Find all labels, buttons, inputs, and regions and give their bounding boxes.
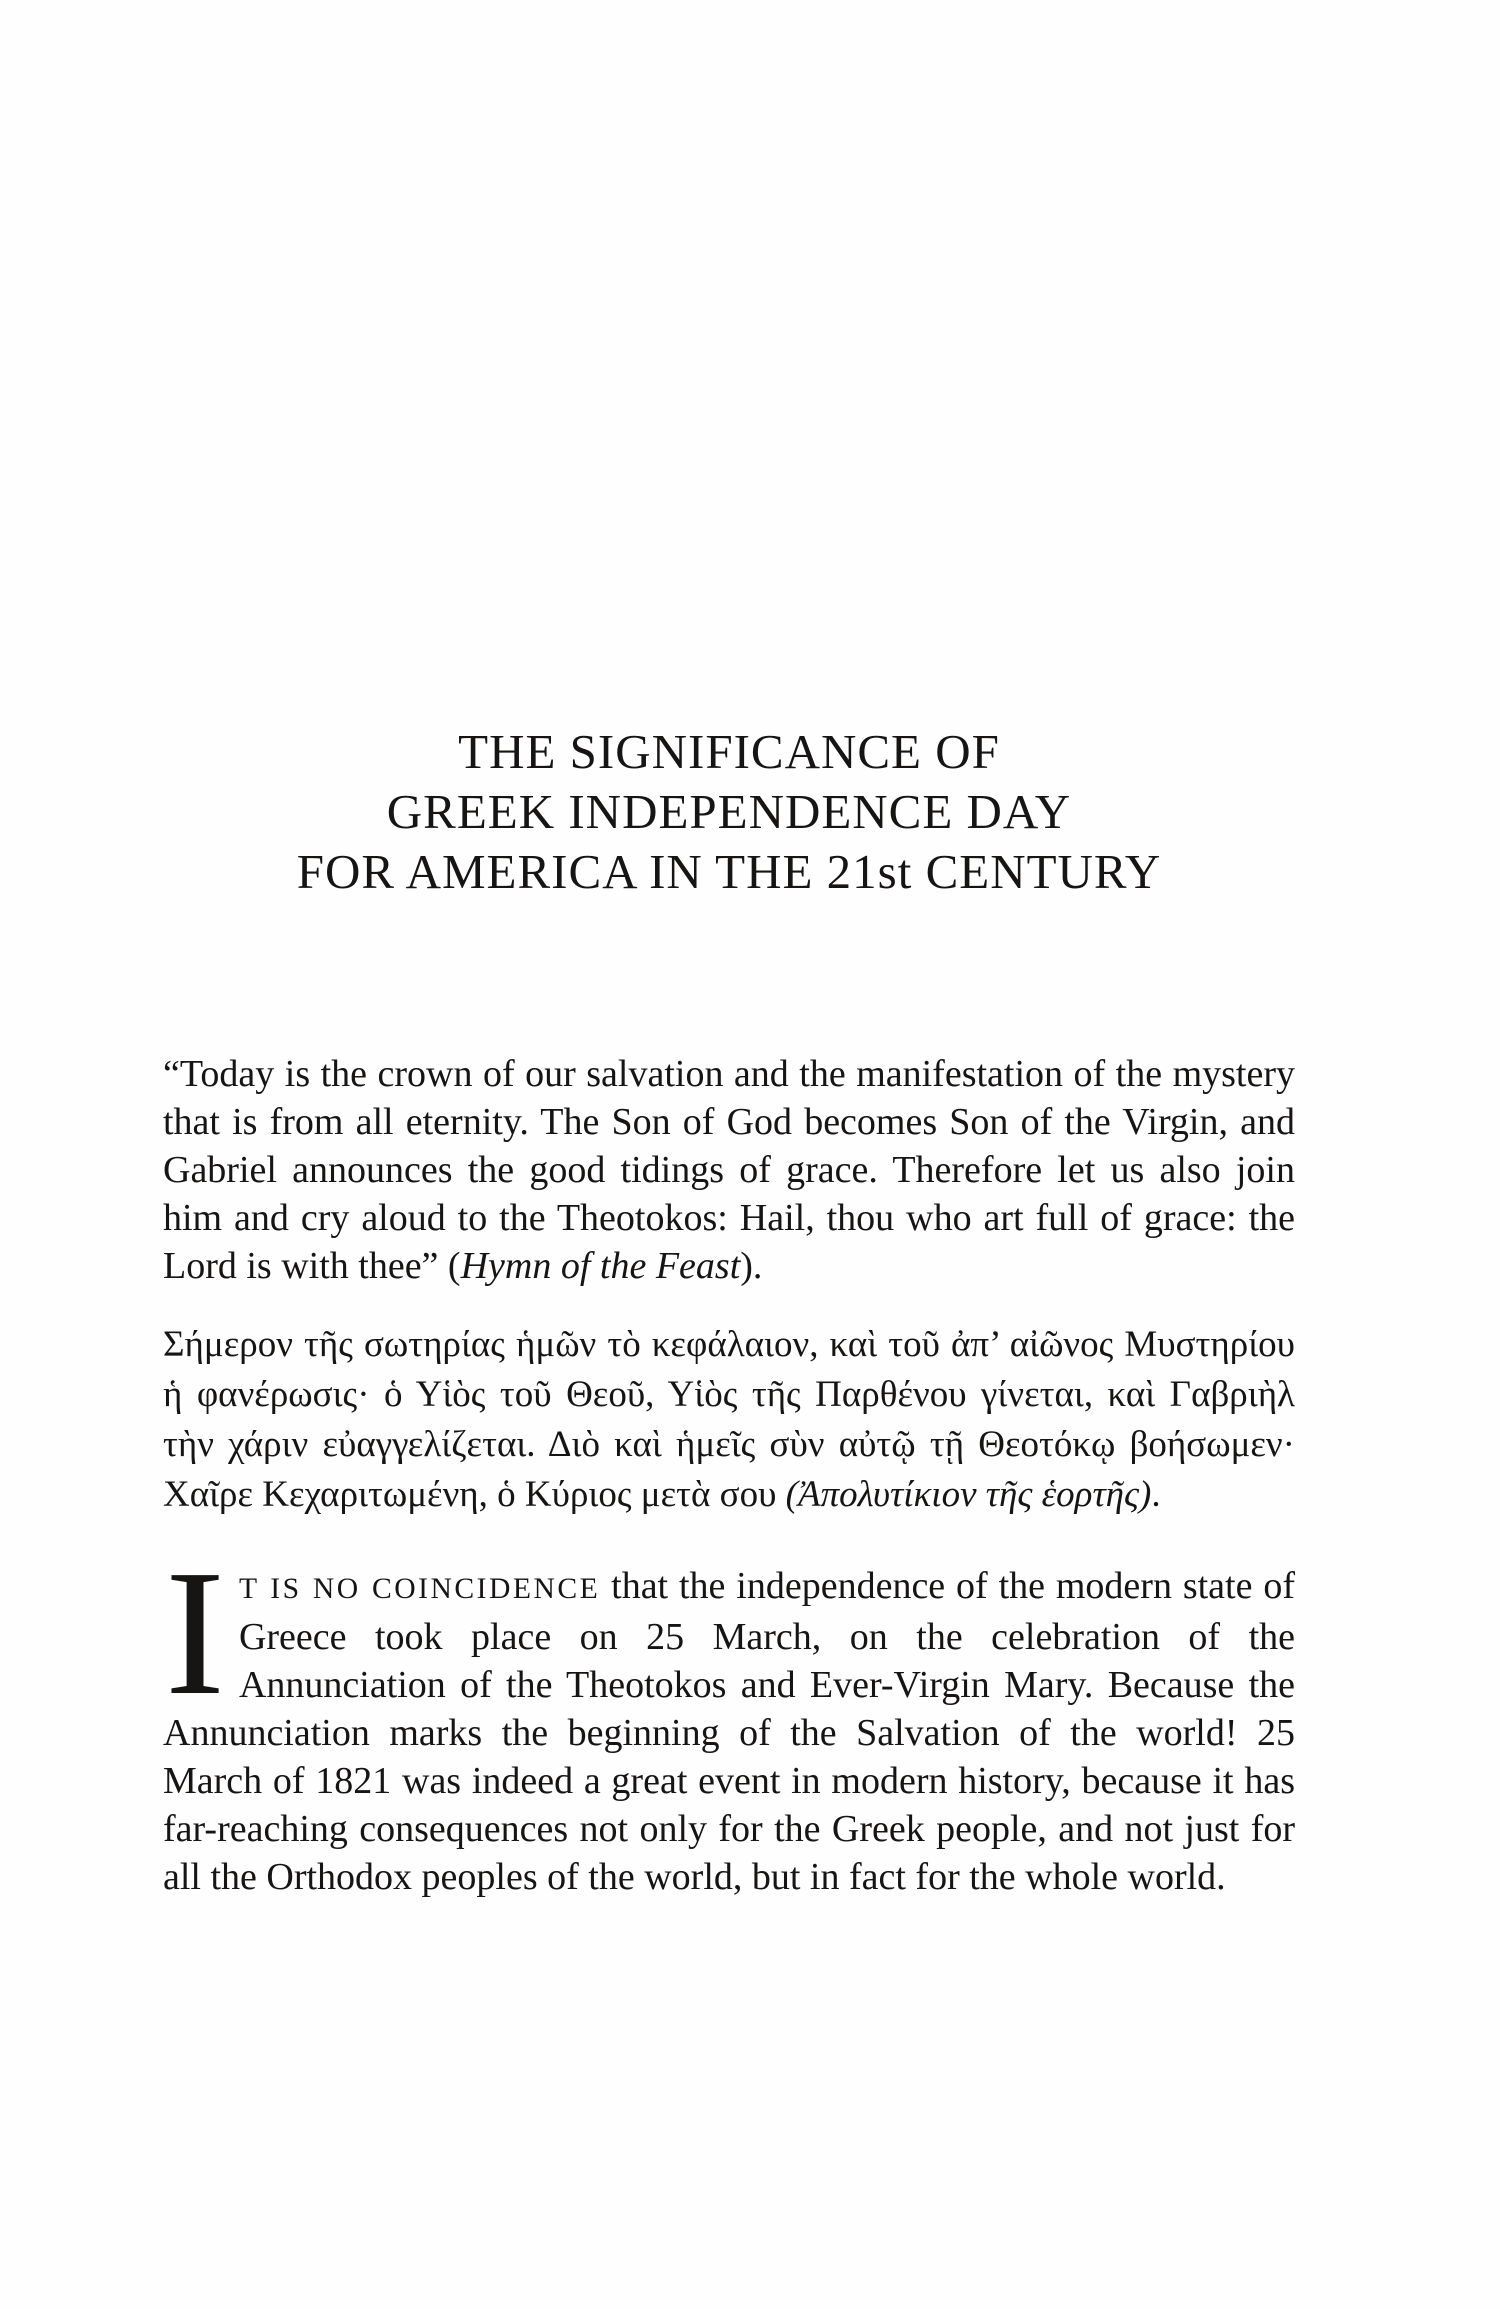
greek-quote-source: (Ἀπολυτίκιον τῆς ἑορτῆς): [785, 1474, 1152, 1515]
body-paragraph-text: that the independence of the modern state of Greece took place on 25 March, on the celebration of the Annunciation of the Theotokos and Ever-Virgin Mary. Because the Annunciation marks the beginning of the Salvation of the world! 25 March of 1821 was indeed a great event in modern history, because it has far-reaching consequences not only for the Greek people, and not just for all the Orthodox peoples of the world, but in fact for the whole world.: [163, 1565, 1295, 1898]
title-line-2: GREEK INDEPENDENCE DAY: [386, 784, 1072, 839]
page-title: [163, 722, 1295, 902]
greek-quote-text: Σήμερον τῆς σωτηρίας ἡμῶν τὸ κεφάλαιον, καὶ τοῦ ἀπ’ αἰῶνος Μυστηρίου ἡ φανέρωσις· ὁ Υἱὸς τοῦ Θεοῦ, Υἱὸς τῆς Παρθένου γίνεται, καὶ Γαβριὴλ τὴν χάριν εὐαγγελίζεται. Διὸ καὶ ἡμεῖς σὺν αὐτῷ τῇ Θεοτόκῳ βοήσωμεν· Χαῖρε Κεχαριτωμένη, ὁ Κύριος μετὰ σου: [163, 1324, 1295, 1515]
body-smallcaps-opening: T IS NO COINCIDENCE: [238, 1573, 601, 1605]
english-quote-source: Hymn of the Feast: [460, 1245, 741, 1287]
english-quote-text: “Today is the crown of our salvation and the manifestation of the mystery that is from all eternity. The Son of God becomes Son of the Virgin, and Gabriel announces the good tidings of grace. Therefore let us also join him and cry aloud to the Theotokos: Hail, thou who art full of grace: the Lord is with thee” (: [163, 1053, 1295, 1287]
title-line-3: FOR AMERICA IN THE 21st CENTURY: [296, 844, 1162, 899]
english-quote-paragraph: [163, 1050, 1295, 1290]
page-content: [163, 722, 1295, 1901]
body-paragraph: [163, 1533, 1295, 1901]
greek-quote-closing: .: [1151, 1474, 1161, 1515]
english-quote-closing: ).: [740, 1245, 763, 1287]
dropcap-initial: I: [165, 1533, 225, 1732]
title-line-1: THE SIGNIFICANCE OF: [458, 724, 1000, 779]
greek-quote-paragraph: [163, 1320, 1295, 1520]
